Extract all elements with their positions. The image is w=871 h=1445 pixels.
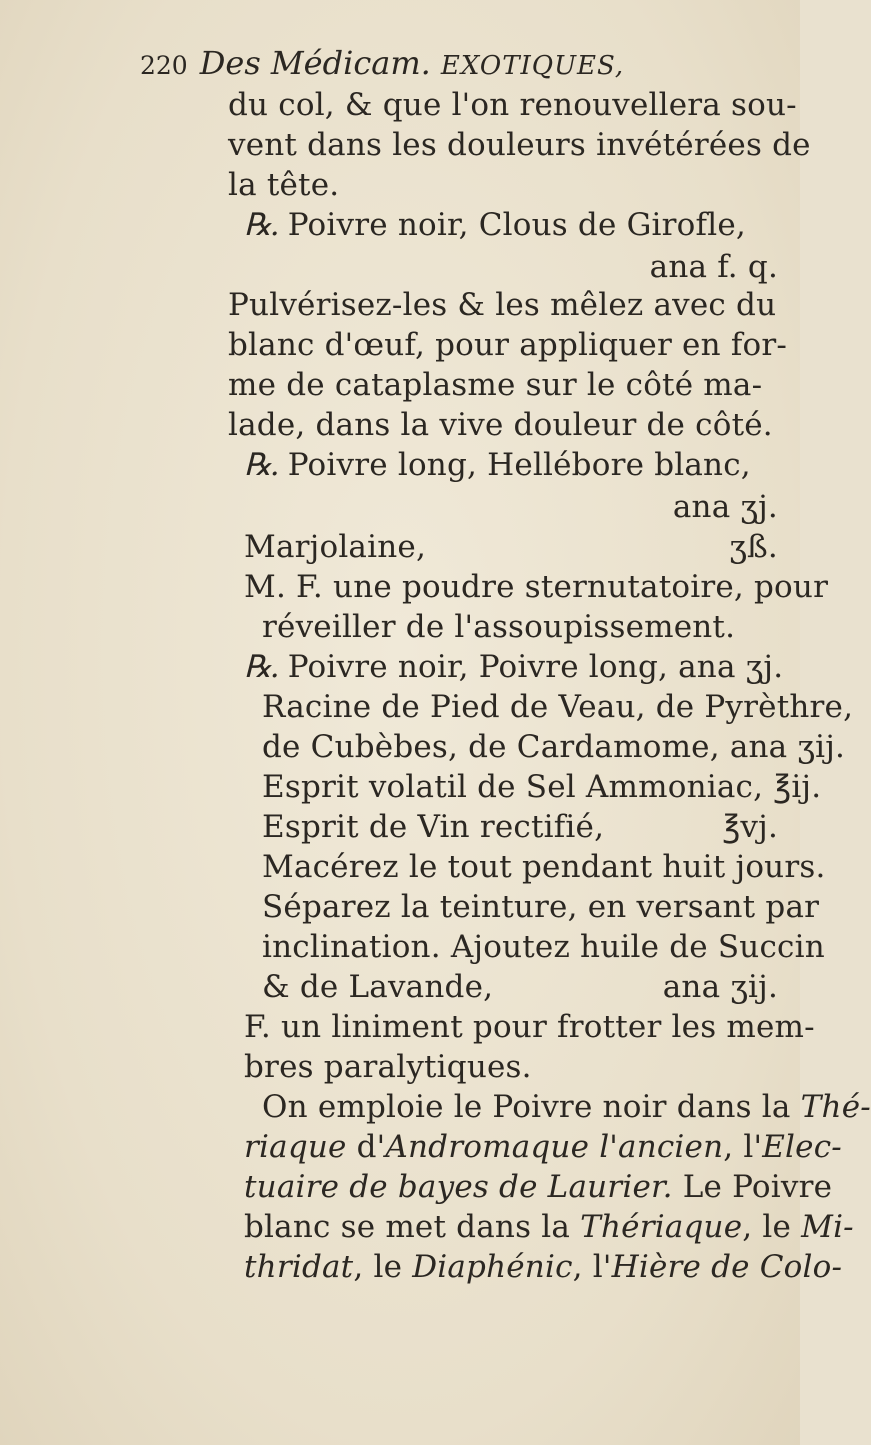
- text-line: & de Lavande,: [262, 969, 494, 1005]
- text-line: blanc se met dans la Thériaque, le Mi-: [244, 1209, 854, 1245]
- recipe-symbol: ℞.: [244, 649, 278, 685]
- text-line: de Cubèbes, de Cardamome, ana ʒij.: [262, 729, 846, 765]
- recipe-line: ℞. Poivre long, Hellébore blanc,: [244, 447, 751, 483]
- text-line: Racine de Pied de Veau, de Pyrèthre,: [262, 689, 854, 725]
- recipe-symbol: ℞.: [244, 207, 278, 243]
- recipe-line: ℞. Poivre noir, Clous de Girofle,: [244, 207, 746, 243]
- text-line: bres paralytiques.: [244, 1049, 532, 1085]
- dosage: ʒß.: [729, 529, 778, 565]
- text-line: tuaire de bayes de Laurier. Le Poivre: [244, 1169, 833, 1205]
- text-line: la tête.: [228, 167, 340, 203]
- text-line: inclination. Ajoutez huile de Succin: [262, 929, 825, 965]
- text-line: Marjolaine,: [244, 529, 426, 565]
- text-line: Macérez le tout pendant huit jours.: [262, 849, 826, 885]
- text-line: ana ʒj.: [672, 489, 778, 525]
- recipe-symbol: ℞.: [244, 447, 278, 483]
- text-line: du col, & que l'on renouvellera sou-: [228, 87, 797, 123]
- header-title-caps: EXOTIQUES,: [440, 51, 625, 81]
- text-line: M. F. une poudre sternutatoire, pour: [244, 569, 829, 605]
- recipe-line: ℞. Poivre noir, Poivre long, ana ʒj.: [244, 649, 784, 685]
- header-title: Des Médicam.: [199, 44, 431, 82]
- page-number: 220: [140, 51, 188, 80]
- running-header: [140, 44, 780, 88]
- text-line: thridat, le Diaphénic, l'Hière de Colo-: [244, 1249, 843, 1285]
- text-line: Séparez la teinture, en versant par: [262, 889, 820, 925]
- text-line: riaque d'Andromaque l'ancien, l'Elec-: [244, 1129, 842, 1165]
- text-line: Esprit volatil de Sel Ammoniac, ℥ij.: [262, 769, 822, 805]
- dosage: ana ʒij.: [662, 969, 778, 1005]
- text-line: ana f. q.: [649, 249, 778, 285]
- text-line: vent dans les douleurs invétérées de: [228, 127, 811, 163]
- text-line: Esprit de Vin rectifié,: [262, 809, 605, 845]
- text-line: F. un liniment pour frotter les mem-: [244, 1009, 815, 1045]
- text-line: lade, dans la vive douleur de côté.: [228, 407, 773, 443]
- dosage: ℥vj.: [722, 809, 778, 845]
- text-line: Pulvérisez-les & les mêlez avec du: [228, 287, 777, 323]
- text-line: blanc d'œuf, pour appliquer en for-: [228, 327, 788, 363]
- text-line: On emploie le Poivre noir dans la Thé-: [262, 1089, 871, 1125]
- text-line: réveiller de l'assoupissement.: [262, 609, 736, 645]
- text-line: me de cataplasme sur le côté ma-: [228, 367, 763, 403]
